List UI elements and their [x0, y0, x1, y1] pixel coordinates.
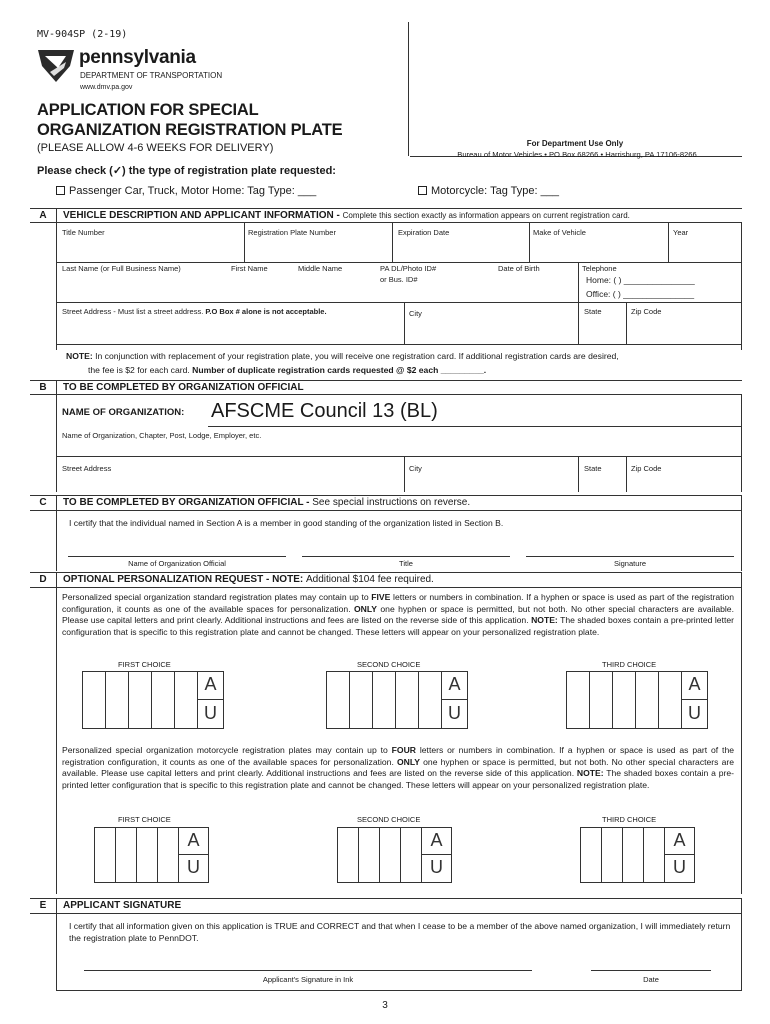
letter-box[interactable]	[601, 827, 623, 883]
duplicate-card-count	[88, 365, 486, 376]
official-title-caption: Title	[399, 559, 413, 568]
org-name-hint: Name of Organization, Chapter, Post, Lodge, Employer, etc.	[62, 431, 262, 440]
note-text: In conjunction with replacement of your registration plate, you will receive one registration card. If additional registration cards are desired,	[92, 351, 619, 361]
letter-box[interactable]	[658, 671, 682, 729]
letter-box[interactable]	[622, 827, 644, 883]
zip-label: Zip Code	[631, 307, 662, 316]
note-fee: the fee is $2 for each card.	[88, 365, 193, 375]
letter-box[interactable]	[612, 671, 636, 729]
state-label: State	[584, 307, 602, 316]
form-title-line1: APPLICATION FOR SPECIAL	[37, 101, 259, 119]
plate-number-label: Registration Plate Number	[248, 228, 336, 237]
first-name-label: First Name	[231, 264, 268, 273]
motorcycle-third-choice-label: THIRD CHOICE	[602, 815, 657, 824]
org-zip-label: Zip Code	[631, 464, 662, 473]
letter-box[interactable]	[643, 827, 665, 883]
applicant-signature-caption: Applicant's Signature in Ink	[262, 975, 354, 984]
motorcycle-second-choice-grid[interactable]	[337, 827, 452, 883]
applicant-signature-line[interactable]	[84, 970, 532, 971]
preprinted-letter-a: A	[673, 830, 686, 850]
section-a-letter: A	[39, 210, 47, 221]
check-prompt: Please check (✓) the type of registration plate requested:	[37, 165, 336, 177]
street-address-text: Street Address - Must list a street address.	[62, 307, 206, 316]
letter-box[interactable]	[580, 827, 602, 883]
form-number: MV-904SP (2-19)	[37, 29, 128, 40]
agency-website[interactable]: www.dmv.pa.gov	[80, 84, 133, 91]
motorcycle-third-choice-grid[interactable]	[580, 827, 695, 883]
bus-id-label: or Bus. ID#	[380, 275, 418, 284]
keystone-logo-icon	[36, 48, 76, 84]
letter-box[interactable]	[115, 827, 137, 883]
letter-box[interactable]	[635, 671, 659, 729]
section-d-subtitle: Additional $104 fee required.	[305, 574, 434, 585]
agency-department: DEPARTMENT OF TRANSPORTATION	[80, 71, 223, 80]
motorcycle-option[interactable]	[418, 185, 559, 197]
preprinted-letter-u: U	[673, 857, 686, 877]
letter-box[interactable]	[395, 671, 419, 729]
letter-box[interactable]	[418, 671, 442, 729]
org-state-label: State	[584, 464, 602, 473]
form-subtitle: (PLEASE ALLOW 4-6 WEEKS FOR DELIVERY)	[37, 142, 274, 154]
motorcycle-plate-instructions: Personalized special organization motorcycle registration plates may contain up to FOUR letters or numbers in combination. If a hyphen or space is used as part of the registration configuration, it counts as one of the available spaces for personalization. ONLY one hyphen or space is permitted, but not both. No other special characters are available. Please use capital letters and print clearly. Additional instructions and fees are listed on the reverse side of this application. NOTE: The shaded boxes contain a pre-printed letter configuration that is specific to this registration plate and cannot be changed. These letters will appear on your personalized registration plate.	[62, 745, 734, 790]
date-line[interactable]	[591, 970, 711, 971]
section-c-title	[63, 497, 470, 508]
pa-dl-label: PA DL/Photo ID#	[380, 264, 437, 273]
letter-box[interactable]	[326, 671, 350, 729]
section-c-subtitle: See special instructions on reverse.	[312, 497, 471, 508]
org-name-value[interactable]: AFSCME Council 13 (BL)	[211, 400, 438, 422]
note-lead: NOTE:	[66, 351, 93, 361]
form-title-line2: ORGANIZATION REGISTRATION PLATE	[37, 121, 343, 139]
preprinted-letter-a: A	[688, 674, 701, 694]
official-signature-caption: Signature	[613, 559, 647, 568]
header-divider	[408, 22, 409, 156]
standard-third-choice-label: THIRD CHOICE	[602, 660, 657, 669]
preprinted-letter-u: U	[448, 703, 461, 723]
motorcycle-checkbox[interactable]	[418, 186, 427, 195]
letter-box[interactable]	[136, 827, 158, 883]
letter-box[interactable]	[128, 671, 152, 729]
letter-box[interactable]	[589, 671, 613, 729]
section-d-title-text: OPTIONAL PERSONALIZATION REQUEST - NOTE:	[63, 574, 306, 585]
po-box-warning: P.O Box # alone is not acceptable.	[205, 307, 327, 316]
middle-name-label: Middle Name	[298, 264, 343, 273]
standard-third-choice-grid[interactable]	[566, 671, 708, 729]
motorcycle-label: Motorcycle: Tag Type: ___	[431, 185, 559, 197]
year-label: Year	[673, 228, 689, 237]
letter-box[interactable]	[379, 827, 401, 883]
official-name-caption: Name of Organization Official	[128, 559, 226, 568]
section-b-title: TO BE COMPLETED BY ORGANIZATION OFFICIAL	[63, 382, 304, 393]
official-title-line[interactable]	[302, 556, 510, 557]
letter-box[interactable]	[157, 827, 179, 883]
office-phone-field[interactable]: Office: ( ) _______________	[586, 289, 695, 299]
letter-box[interactable]	[349, 671, 373, 729]
letter-box[interactable]	[400, 827, 422, 883]
org-city-label: City	[409, 464, 422, 473]
letter-box[interactable]	[105, 671, 129, 729]
letter-box[interactable]	[372, 671, 396, 729]
date-caption: Date	[643, 975, 659, 984]
section-e-title: APPLICANT SIGNATURE	[63, 900, 182, 911]
passenger-label: Passenger Car, Truck, Motor Home: Tag Type: ___	[69, 185, 317, 197]
letter-box[interactable]	[151, 671, 175, 729]
section-d-letter: D	[39, 574, 47, 585]
section-b-letter: B	[39, 382, 47, 393]
official-name-line[interactable]	[68, 556, 286, 557]
motorcycle-first-choice-label: FIRST CHOICE	[118, 815, 171, 824]
org-name-label: NAME OF ORGANIZATION:	[62, 407, 185, 418]
passenger-checkbox[interactable]	[56, 186, 65, 195]
preprinted-letter-a: A	[187, 830, 200, 850]
telephone-label: Telephone	[582, 264, 617, 273]
section-c-letter: C	[39, 497, 47, 508]
section-e-letter: E	[39, 900, 47, 911]
passenger-option[interactable]	[56, 185, 316, 197]
preprinted-letter-a: A	[204, 674, 217, 694]
letter-box[interactable]	[337, 827, 359, 883]
standard-first-choice-grid[interactable]	[82, 671, 224, 729]
standard-plate-instructions: Personalized special organization standard registration plates may contain up to FIVE letters or numbers in combination. If a hyphen or space is used as part of the registration configuration, it counts as one of the available spaces for personalization. ONLY one hyphen or space is permitted, but not both. No other special characters are available. Please use capital letters and print clearly. Additional instructions and fees are listed on the reverse side of this application. NOTE: The shaded boxes contain a pre-printed letter configuration that is specific to this registration plate and cannot be changed. These letters will appear on your personalized registration plate.	[62, 592, 734, 637]
standard-second-choice-grid[interactable]	[326, 671, 468, 729]
preprinted-letter-u: U	[688, 703, 701, 723]
city-label: City	[409, 309, 422, 318]
preprinted-letter-u: U	[187, 857, 200, 877]
preprinted-letter-u: U	[204, 703, 217, 723]
duplicate-count-field[interactable]: Number of duplicate registration cards requested @ $2 each _________.	[192, 365, 487, 375]
section-d-title	[63, 574, 434, 585]
street-address-label	[62, 307, 327, 316]
standard-first-choice-label: FIRST CHOICE	[118, 660, 171, 669]
preprinted-letter-u: U	[430, 857, 443, 877]
motorcycle-second-choice-label: SECOND CHOICE	[357, 815, 421, 824]
section-a-title	[63, 210, 630, 221]
section-a-title-text: VEHICLE DESCRIPTION AND APPLICANT INFORMATION -	[63, 210, 343, 221]
preprinted-letter-a: A	[448, 674, 461, 694]
section-a-subtitle: Complete this section exactly as information appears on current registration card.	[342, 211, 630, 220]
duplicate-card-note	[66, 351, 619, 362]
official-certify-text: I certify that the individual named in Section A is a member in good standing of the organization listed in Section B.	[69, 518, 504, 528]
letter-box[interactable]	[82, 671, 106, 729]
standard-second-choice-label: SECOND CHOICE	[357, 660, 421, 669]
page-number: 3	[382, 1000, 388, 1011]
letter-box[interactable]	[566, 671, 590, 729]
expiration-date-label: Expiration Date	[398, 228, 450, 237]
agency-name: pennsylvania	[79, 47, 196, 68]
last-name-label: Last Name (or Full Business Name)	[62, 264, 181, 273]
dept-use-address: Bureau of Motor Vehicles • PO Box 68266 • Harrisburg, PA 17106-8266	[457, 150, 697, 159]
dob-label: Date of Birth	[498, 264, 540, 273]
letter-box[interactable]	[94, 827, 116, 883]
letter-box[interactable]	[358, 827, 380, 883]
title-number-label: Title Number	[62, 228, 105, 237]
applicant-certify-text: I certify that all information given on this application is TRUE and CORRECT and that when I cease to be a member of the above named organization, I will immediately return the registration plate to PennDOT.	[69, 921, 731, 943]
org-street-label: Street Address	[62, 464, 112, 473]
official-signature-line[interactable]	[526, 556, 734, 557]
letter-box[interactable]	[174, 671, 198, 729]
dept-use-heading: For Department Use Only	[526, 139, 624, 148]
vehicle-make-label: Make of Vehicle	[533, 228, 586, 237]
motorcycle-first-choice-grid[interactable]	[94, 827, 209, 883]
section-c-title-text: TO BE COMPLETED BY ORGANIZATION OFFICIAL -	[63, 497, 313, 508]
home-phone-field[interactable]: Home: ( ) _______________	[586, 275, 695, 285]
preprinted-letter-a: A	[430, 830, 443, 850]
